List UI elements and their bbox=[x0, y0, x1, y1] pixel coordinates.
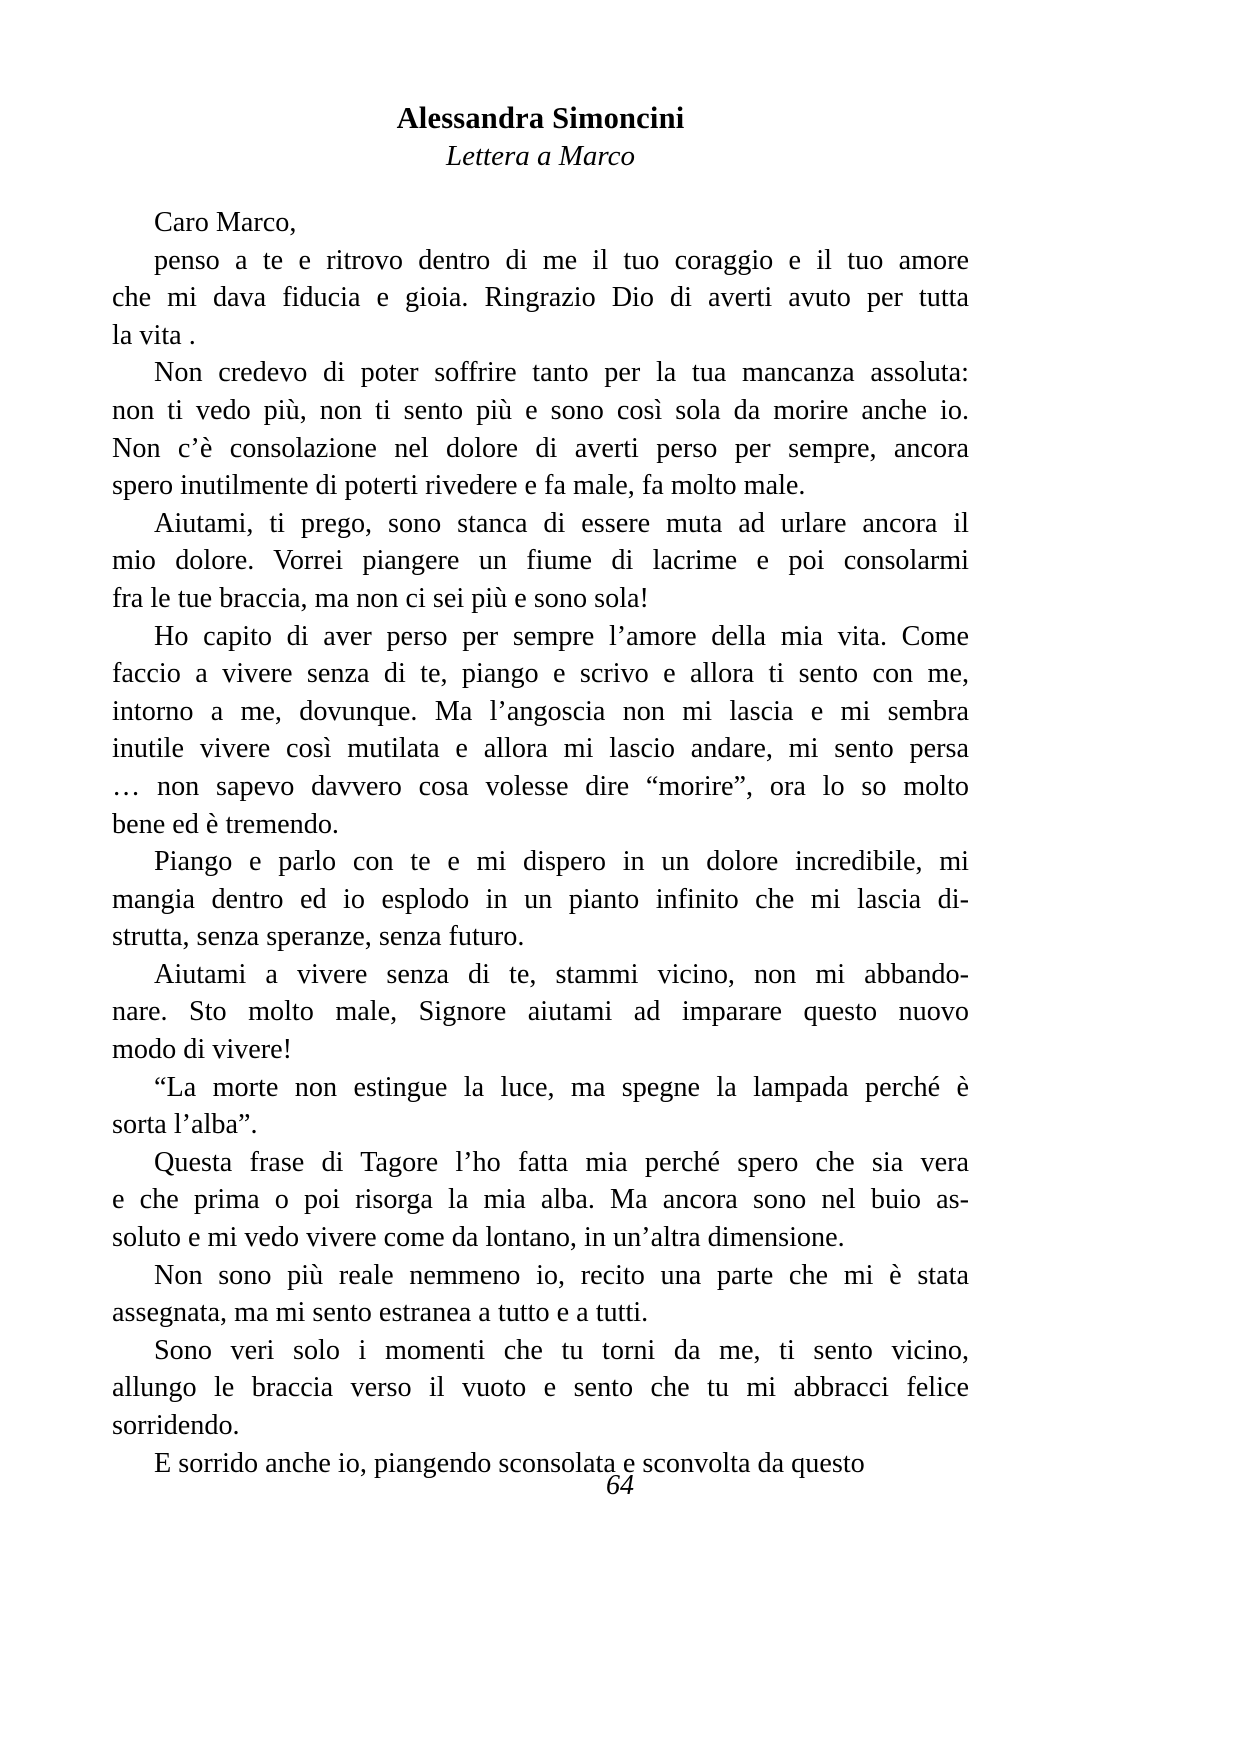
text-line: la vita . bbox=[112, 319, 196, 351]
text-line: e che prima o poi risorga la mia alba. Ma ancora sono nel buio as- bbox=[112, 1184, 969, 1216]
paragraph bbox=[112, 354, 969, 504]
text-line: sorridendo. bbox=[112, 1410, 240, 1441]
paragraph bbox=[112, 618, 969, 844]
text-line: Non sono più reale nemmeno io, recito una parte che mi è stata bbox=[154, 1259, 969, 1291]
text-line: E sorrido anche io, piangendo sconsolata e sconvolta da questo bbox=[154, 1447, 865, 1479]
paragraph bbox=[112, 1069, 969, 1144]
text-line: Non c’è consolazione nel dolore di averti perso per sempre, ancora bbox=[112, 432, 969, 464]
paragraph bbox=[112, 1144, 969, 1257]
author-name: Alessandra Simoncini bbox=[396, 101, 685, 135]
text-line: Piango e parlo con te e mi dispero in un dolore incredibile, mi bbox=[154, 846, 969, 878]
text-line: spero inutilmente di poterti rivedere e fa male, fa molto male. bbox=[112, 470, 806, 502]
text-line: mangia dentro ed io esplodo in un pianto infinito che mi lascia di- bbox=[112, 883, 969, 915]
text-line: non ti vedo più, non ti sento più e sono così sola da morire anche io. bbox=[112, 394, 969, 426]
text-line: nare. Sto molto male, Signore aiutami ad imparare questo nuovo bbox=[112, 996, 969, 1028]
text-line: … non sapevo davvero cosa volesse dire “morire”, ora lo so molto bbox=[112, 770, 969, 802]
text-line: Caro Marco, bbox=[154, 207, 297, 238]
page-content bbox=[112, 100, 969, 1482]
text-line: modo di vivere! bbox=[112, 1034, 293, 1066]
text-line: sorta l’alba”. bbox=[112, 1109, 258, 1141]
text-line: Questa frase di Tagore l’ho fatta mia perché spero che sia vera bbox=[154, 1146, 969, 1178]
paragraph bbox=[112, 956, 969, 1069]
text-line: “La morte non estingue la luce, ma spegne la lampada perché è bbox=[154, 1071, 969, 1103]
text-line: assegnata, ma mi sento estranea a tutto e a tutti. bbox=[112, 1297, 649, 1329]
text-line: fra le tue braccia, ma non ci sei più e sono sola! bbox=[112, 582, 649, 614]
text-line: mio dolore. Vorrei piangere un fiume di lacrime e poi consolarmi bbox=[112, 545, 969, 577]
paragraph-list bbox=[112, 204, 969, 1482]
text-line: faccio a vivere senza di te, piango e scrivo e allora ti sento con me, bbox=[112, 658, 969, 690]
page-number: 64 bbox=[606, 1470, 634, 1501]
paragraph bbox=[112, 1332, 969, 1445]
paragraph bbox=[112, 204, 969, 242]
paragraph bbox=[112, 843, 969, 956]
text-line: bene ed è tremendo. bbox=[112, 808, 339, 840]
body-text bbox=[112, 204, 969, 1482]
paragraph bbox=[112, 242, 969, 355]
paragraph bbox=[112, 505, 969, 618]
text-line: soluto e mi vedo vivere come da lontano, in un’altra dimensione. bbox=[112, 1222, 845, 1254]
text-line: inutile vivere così mutilata e allora mi lascio andare, mi sento persa bbox=[112, 733, 969, 765]
text-line: Aiutami a vivere senza di te, stammi vicino, non mi abbando- bbox=[154, 958, 969, 990]
text-line: Ho capito di aver perso per sempre l’amore della mia vita. Come bbox=[154, 620, 969, 652]
work-title: Lettera a Marco bbox=[445, 140, 635, 173]
text-line: allungo le braccia verso il vuoto e sento che tu mi abbracci felice bbox=[112, 1372, 969, 1404]
text-line: penso a te e ritrovo dentro di me il tuo coraggio e il tuo amore bbox=[154, 244, 969, 276]
text-line: Non credevo di poter soffrire tanto per la tua mancanza assoluta: bbox=[154, 357, 969, 389]
text-line: strutta, senza speranze, senza futuro. bbox=[112, 921, 525, 953]
text-line: Aiutami, ti prego, sono stanca di essere muta ad urlare ancora il bbox=[154, 507, 969, 539]
paragraph bbox=[112, 1257, 969, 1332]
text-line: Sono veri solo i momenti che tu torni da me, ti sento vicino, bbox=[154, 1334, 969, 1366]
text-line: che mi dava fiducia e gioia. Ringrazio Dio di averti avuto per tutta bbox=[112, 282, 969, 314]
text-line: intorno a me, dovunque. Ma l’angoscia non mi lascia e mi sembra bbox=[112, 695, 969, 727]
